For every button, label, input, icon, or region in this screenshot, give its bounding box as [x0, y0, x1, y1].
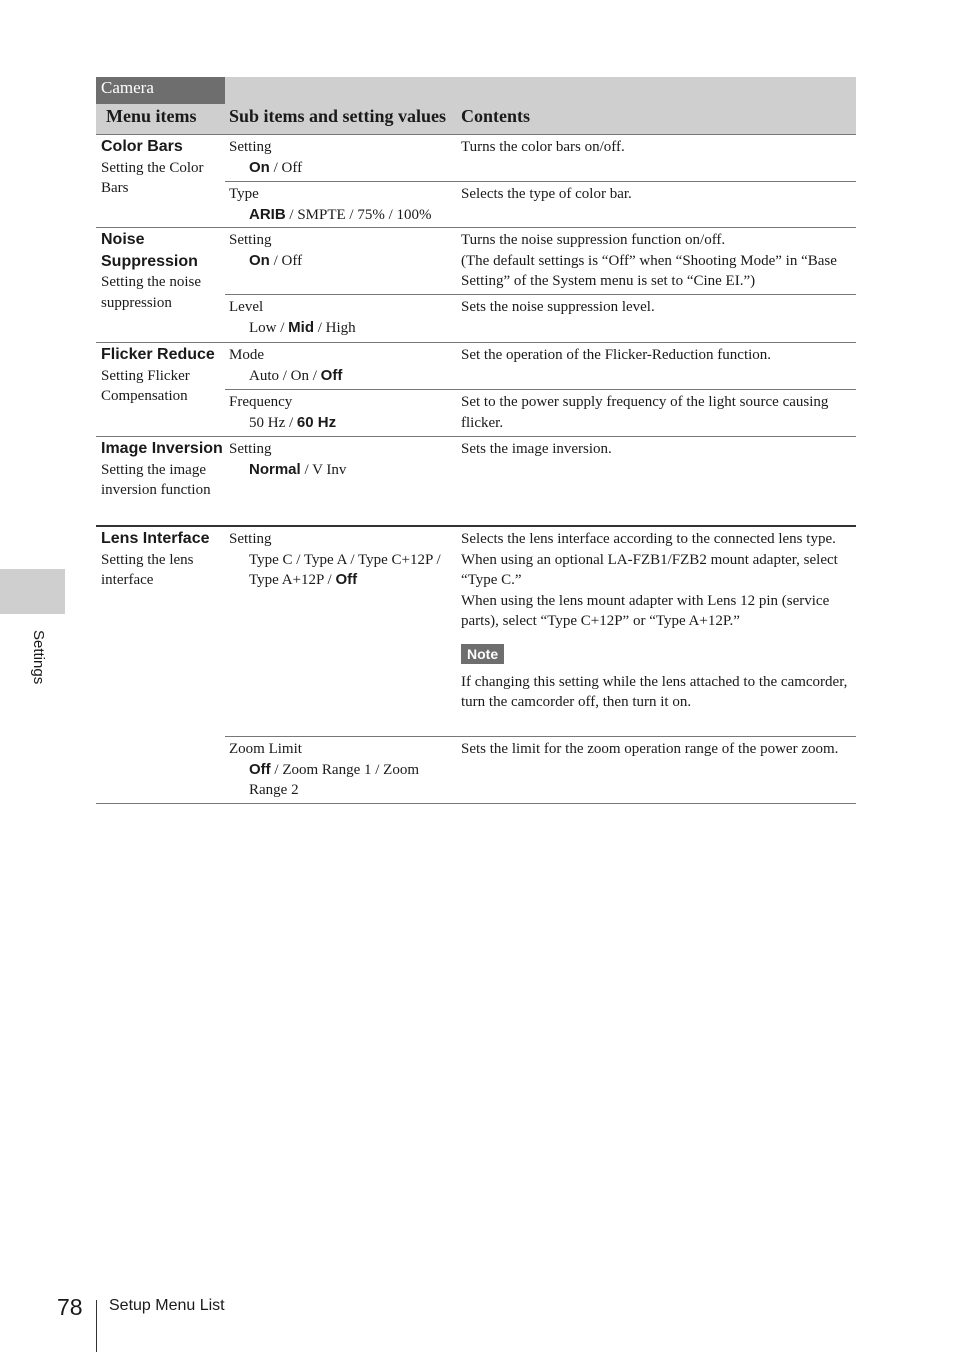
contents-cell	[461, 439, 853, 460]
column-header-menu-items: Menu items	[106, 106, 197, 126]
contents-cell	[461, 529, 853, 713]
setting-values	[229, 205, 457, 226]
setting-values	[229, 158, 457, 179]
sub-item-cell	[229, 345, 457, 386]
other-values: Type C / Type A / Type C+12P / Type A+12P /	[249, 551, 441, 588]
sub-item-name: Type	[229, 186, 259, 202]
menu-category-tab: Camera	[96, 77, 225, 104]
setting-values	[229, 550, 457, 591]
sub-item-row	[225, 135, 856, 182]
menu-group-flicker-reduce	[96, 343, 856, 437]
menu-item-cell	[101, 136, 225, 199]
contents-cell	[461, 184, 853, 205]
sub-item-row	[225, 228, 856, 295]
menu-item-name: Lens Interface	[101, 530, 210, 547]
default-value: On	[249, 158, 270, 176]
other-values: 50 Hz /	[249, 414, 297, 431]
other-values: / Off	[269, 252, 303, 269]
other-values: Auto / On /	[249, 367, 321, 384]
default-value: Off	[335, 571, 358, 588]
note-text: If changing this setting while the lens attached to the camcorder, turn the camcorder off, then turn it on.	[461, 673, 848, 710]
sub-item-name: Setting	[229, 139, 272, 155]
menu-item-description: Setting the noise suppression	[101, 274, 201, 311]
other-values: / SMPTE / 75% / 100%	[285, 206, 432, 223]
sub-item-cell	[229, 137, 457, 178]
contents-text: Sets the image inversion.	[461, 441, 612, 457]
default-value: Normal	[249, 460, 301, 478]
table-header	[96, 77, 856, 135]
column-header-sub-items: Sub items and setting values	[229, 106, 447, 126]
sub-item-row	[225, 527, 856, 737]
sub-item-row	[225, 295, 856, 342]
contents-text: Turns the color bars on/off.	[461, 139, 625, 155]
contents-cell	[461, 230, 853, 292]
menu-item-name: Noise Suppression	[101, 231, 198, 270]
other-values: / Off	[269, 159, 303, 176]
other-values: Low /	[249, 319, 289, 336]
contents-cell	[461, 345, 853, 366]
contents-text: Selects the type of color bar.	[461, 186, 632, 202]
sub-item-list	[225, 135, 856, 227]
menu-item-cell	[101, 344, 225, 407]
contents-text: When using an optional LA-FZB1/FZB2 mount adapter, select “Type C.”	[461, 551, 838, 588]
page-number: 78	[57, 1294, 83, 1320]
menu-item-name: Image Inversion	[101, 440, 223, 457]
sub-item-cell	[229, 184, 457, 225]
menu-group-lens-interface	[96, 527, 856, 804]
default-value: Mid	[288, 318, 314, 336]
sub-item-name: Setting	[229, 441, 272, 457]
contents-text: Sets the noise suppression level.	[461, 299, 655, 315]
contents-cell	[461, 137, 853, 158]
setting-values	[229, 366, 457, 387]
sub-item-row	[225, 343, 856, 390]
contents-text: (The default settings is “Off” when “Shooting Mode” in “Base Setting” of the System menu is set to “Cine EI.”)	[461, 252, 837, 289]
section-index-label: Settings	[30, 630, 47, 685]
setting-values	[229, 318, 457, 339]
note-badge: Note	[461, 644, 504, 664]
default-value: Off	[249, 760, 271, 778]
contents-cell	[461, 297, 853, 318]
sub-item-row	[225, 437, 856, 525]
sub-item-name: Frequency	[229, 394, 293, 410]
sub-item-list	[225, 437, 856, 525]
sub-item-row	[225, 737, 856, 803]
menu-item-description: Setting the lens interface	[101, 551, 194, 588]
footer-section-name: Setup Menu List	[109, 1297, 225, 1314]
contents-text: When using the lens mount adapter with Lens 12 pin (service parts), select “Type C+12P” or “Type A+12P.”	[461, 592, 830, 629]
contents-cell	[461, 392, 853, 433]
sub-item-list	[225, 343, 856, 436]
contents-text: Selects the lens interface according to the connected lens type.	[461, 531, 836, 547]
other-values: / Zoom Range 1 / Zoom Range 2	[249, 761, 419, 798]
default-value: On	[249, 251, 270, 269]
contents-text: Turns the noise suppression function on/off.	[461, 232, 726, 248]
sub-item-row	[225, 182, 856, 227]
sub-item-cell	[229, 529, 457, 591]
default-value: 60 Hz	[296, 413, 337, 431]
column-header-contents: Contents	[461, 106, 531, 126]
default-value: Off	[320, 366, 343, 384]
sub-item-name: Zoom Limit	[229, 741, 302, 757]
sub-item-name: Mode	[229, 347, 264, 363]
menu-item-description: Setting the image inversion function	[101, 461, 211, 498]
sub-item-name: Setting	[229, 232, 272, 248]
other-values: / High	[314, 319, 356, 336]
sub-item-cell	[229, 739, 457, 801]
sub-item-cell	[229, 297, 457, 338]
section-index-tab	[0, 569, 65, 614]
menu-item-description: Setting the Color Bars	[101, 159, 204, 196]
menu-item-name: Color Bars	[101, 138, 183, 155]
menu-group-image-inversion	[96, 437, 856, 527]
sub-item-row	[225, 390, 856, 436]
sub-item-name: Setting	[229, 531, 272, 547]
menu-group-color-bars	[96, 135, 856, 228]
contents-text: Set the operation of the Flicker-Reduction function.	[461, 347, 772, 363]
menu-group-noise-suppression	[96, 228, 856, 343]
footer-divider	[96, 1300, 97, 1352]
menu-item-description: Setting Flicker Compensation	[101, 367, 190, 404]
menu-item-cell	[101, 438, 225, 501]
sub-item-list	[225, 527, 856, 803]
contents-text: Sets the limit for the zoom operation range of the power zoom.	[461, 741, 839, 757]
default-value: ARIB	[249, 205, 286, 223]
menu-item-cell	[101, 229, 225, 313]
menu-item-cell	[101, 528, 225, 591]
contents-cell	[461, 739, 853, 760]
sub-item-cell	[229, 230, 457, 271]
menu-item-name: Flicker Reduce	[101, 346, 215, 363]
setting-values	[229, 460, 457, 481]
settings-table	[96, 77, 856, 804]
setting-values	[229, 760, 439, 801]
sub-item-name: Level	[229, 299, 264, 315]
sub-item-cell	[229, 439, 457, 480]
other-values: / V Inv	[300, 461, 347, 478]
sub-item-list	[225, 228, 856, 342]
setting-values	[229, 413, 457, 434]
contents-text: Set to the power supply frequency of the light source causing flicker.	[461, 394, 829, 431]
setting-values	[229, 251, 457, 272]
sub-item-cell	[229, 392, 457, 433]
